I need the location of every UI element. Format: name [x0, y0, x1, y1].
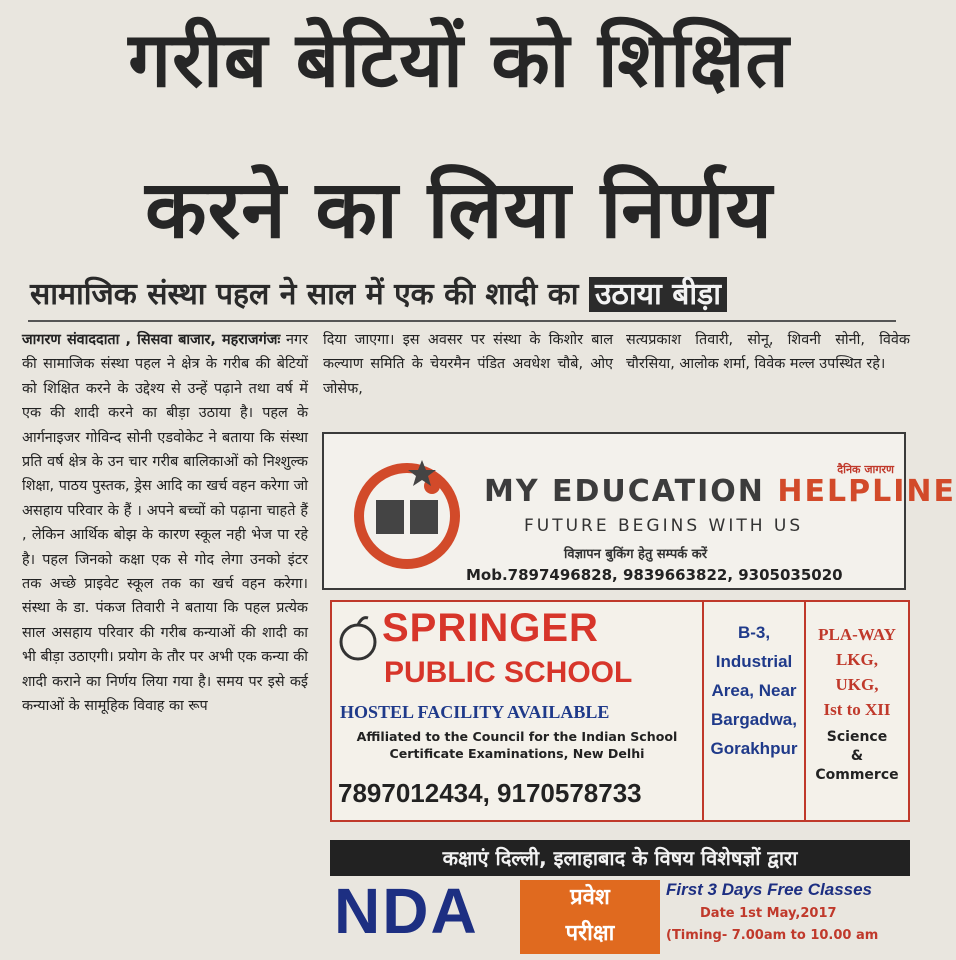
ad-title-b: HELPLINE	[777, 474, 956, 509]
free-classes: First 3 Days Free Classes	[666, 880, 873, 899]
ad-tagline: FUTURE BEGINS WITH US	[524, 516, 804, 536]
ad-booking: विज्ञापन बुकिंग हेतु सम्पर्क करें	[564, 547, 708, 562]
school-streams	[806, 728, 908, 785]
pravesh-line-2: परीक्षा	[565, 921, 615, 946]
ad-title-a: MY EDUCATION	[484, 474, 765, 509]
subheading	[30, 272, 890, 316]
pravesh-line-1: प्रवेश	[570, 885, 610, 910]
pravesh-badge	[520, 880, 660, 954]
stream-line: &	[850, 748, 864, 764]
springer-school-ad	[330, 600, 910, 822]
stream-line: Commerce	[815, 767, 899, 783]
school-name-1: SPRINGER	[382, 606, 599, 650]
address-line: Area, Near	[711, 681, 797, 700]
school-phone: 7897012434, 9170578733	[338, 778, 642, 808]
article-column-3: सत्यप्रकाश तिवारी, सोनू, शिवनी सोनी, विवेक चौरसिया, आलोक शर्मा, विवेक मल्ल उपस्थित रहे।	[626, 332, 910, 373]
article-col1-text: नगर की सामाजिक संस्था पहल ने क्षेत्र के गरीब की बेटियों को शिक्षित करने के उद्देश्य से उन्हें पढ़ाने तथा वर्ष में एक की शादी करने का बीड़ा उठाया है। पहल के आर्गनाइजर गोविन्द सोनी एडवोकेट ने बताया कि संस्था प्रति वर्ष क्षेत्र के उन चार गरीब बालिकाओं को निश्शुल्क शिक्षा, पाठय पुस्तक, ड्रेस आदि का खर्च वहन करेगा जो असहाय परिवार के हैं । अपने बच्चों को पढ़ाना चाहते हैं , लेकिन आर्थिक बोझ के कारण स्कूल नही भेज पा रहे है। पहल जिनको कक्षा एक से गोद लेगा उनको इंटर तक अच्छे प्राइवेट स्कूल तक का खर्च वहन करेगा। संस्था के डा. पंकज तिवारी ने बताया कि पहल प्रत्येक साल असहाय परिवार की गरीब कन्याओं की शादी का भी बीड़ा उठाएगी। प्रयोग के तौर पर अभी एक कन्या की शादी कराने का निर्णय लिया गया है। समय पर इसे कई कन्याओं के सामूहिक विवाह का रूप	[22, 332, 308, 715]
subheading-text: सामाजिक संस्था पहल ने साल में एक की शादी का	[30, 277, 579, 312]
school-classes-panel	[806, 602, 908, 820]
apple-icon	[336, 612, 380, 662]
nda-timing: (Timing- 7.00am to 10.00 am	[666, 928, 879, 943]
article-byline: जागरण संवाददाता , सिसवा बाजार, महराजगंजः	[22, 332, 281, 348]
class-line: LKG,	[835, 650, 879, 669]
school-address	[704, 602, 804, 763]
hostel-facility: HOSTEL FACILITY AVAILABLE	[340, 702, 610, 722]
address-line: B-3,	[737, 623, 771, 642]
article-column-2: दिया जाएगा। इस अवसर पर संस्था के किशोर बाल कल्याण समिति के चेयरमैन पंडित अवधेश चौबे, ओए जोसेफ,	[323, 332, 613, 397]
nda-date: Date 1st May,2017	[700, 906, 837, 921]
address-line: Bargadwa,	[711, 710, 797, 729]
class-line: PLA-WAY	[818, 625, 896, 644]
nda-band: कक्षाएं दिल्ली, इलाहाबाद के विषय विशेषज्ञों द्वारा	[330, 840, 910, 876]
ad-mobile: Mob.7897496828, 9839663822, 9305035020	[466, 566, 843, 584]
headline-line-1: गरीब बेटियों को शिक्षित	[128, 15, 790, 104]
school-name-2: PUBLIC SCHOOL	[384, 656, 633, 689]
subheading-highlight: उठाया बीड़ा	[589, 277, 727, 312]
headline-line-2: करने का लिया निर्णय	[145, 163, 773, 256]
school-address-panel	[704, 602, 806, 820]
affiliation: Affiliated to the Council for the Indian School Certificate Examinations, New Delhi	[356, 729, 678, 761]
ad-title	[484, 474, 956, 509]
class-line: UKG,	[835, 675, 879, 694]
stream-line: Science	[826, 729, 888, 745]
divider-rule	[28, 320, 896, 322]
book-logo-icon	[342, 456, 472, 566]
address-line: Industrial	[715, 652, 793, 671]
newspaper-brand: दैनिक जागरण	[837, 463, 894, 476]
class-line: Ist to XII	[823, 700, 891, 719]
address-line: Gorakhpur	[710, 739, 798, 758]
education-helpline-ad	[322, 432, 956, 590]
school-main-panel	[332, 602, 704, 820]
article-column-1	[22, 328, 308, 953]
nda-title: NDA	[334, 875, 479, 947]
school-classes	[806, 602, 908, 722]
